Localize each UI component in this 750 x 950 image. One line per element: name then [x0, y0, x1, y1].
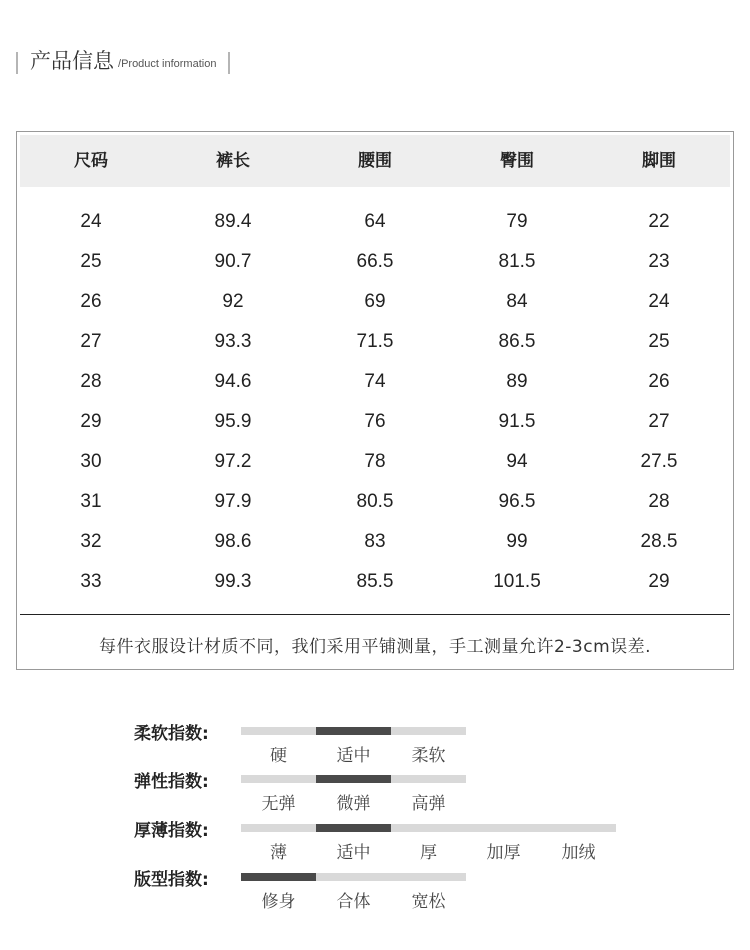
table-row	[20, 522, 730, 562]
cell-waist: 74	[364, 371, 386, 392]
cell-length: 90.7	[214, 251, 252, 272]
index-segment	[541, 824, 616, 832]
cell-size: 29	[80, 411, 102, 432]
table-divider	[20, 614, 730, 615]
size-table-header	[20, 135, 730, 187]
cell-waist: 69	[364, 291, 386, 312]
index-label: 版型指数:	[134, 870, 209, 890]
index-option: 合体	[336, 892, 371, 912]
table-row	[20, 402, 730, 442]
cell-size: 24	[80, 211, 102, 232]
cell-waist: 66.5	[356, 251, 394, 272]
section-header	[16, 48, 230, 74]
subtitle-text: Product information	[121, 58, 217, 70]
table-row	[20, 242, 730, 282]
cell-size: 25	[80, 251, 102, 272]
index-segment-selected	[316, 727, 391, 735]
column-header-hip: 臀围	[500, 151, 534, 171]
index-option: 高弹	[411, 794, 446, 814]
size-table	[16, 131, 734, 670]
index-option: 加绒	[561, 843, 596, 863]
index-option: 厚	[420, 843, 437, 863]
table-row	[20, 282, 730, 322]
column-header-length: 裤长	[216, 151, 250, 171]
cell-hem: 28.5	[640, 531, 678, 552]
header-right-divider	[228, 52, 230, 74]
cell-hem: 26	[648, 371, 670, 392]
table-row	[20, 202, 730, 242]
cell-hem: 25	[648, 331, 670, 352]
cell-size: 27	[80, 331, 102, 352]
index-segment	[316, 873, 391, 881]
index-segment	[391, 873, 466, 881]
cell-waist: 80.5	[356, 491, 394, 512]
cell-hip: 96.5	[498, 491, 536, 512]
cell-size: 32	[80, 531, 102, 552]
cell-hip: 101.5	[493, 571, 541, 592]
index-label: 厚薄指数:	[134, 821, 209, 841]
cell-length: 93.3	[214, 331, 252, 352]
index-segment	[466, 824, 541, 832]
cell-hem: 27.5	[640, 451, 678, 472]
index-segment	[241, 727, 316, 735]
cell-size: 33	[80, 571, 102, 592]
index-option: 加厚	[486, 843, 521, 863]
header-left-divider	[16, 52, 18, 74]
table-row	[20, 442, 730, 482]
cell-hem: 24	[648, 291, 670, 312]
index-option: 硬	[270, 746, 287, 766]
index-segment-selected	[316, 775, 391, 783]
index-segment-selected	[316, 824, 391, 832]
cell-hip: 91.5	[498, 411, 536, 432]
index-option: 宽松	[411, 892, 446, 912]
cell-hip: 99	[506, 531, 528, 552]
index-scale	[0, 867, 750, 912]
cell-waist: 78	[364, 451, 386, 472]
section-title: 产品信息	[30, 49, 114, 73]
cell-waist: 83	[364, 531, 386, 552]
column-header-hem: 脚围	[642, 151, 676, 171]
cell-hip: 86.5	[498, 331, 536, 352]
section-subtitle	[118, 54, 216, 74]
cell-hem: 29	[648, 571, 670, 592]
cell-waist: 85.5	[356, 571, 394, 592]
cell-length: 97.9	[214, 491, 252, 512]
index-segment	[391, 824, 466, 832]
index-segment	[391, 727, 466, 735]
measurement-note: 每件衣服设计材质不同，我们采用平铺测量，手工测量允许2-3cm误差.	[98, 637, 652, 657]
index-option: 无弹	[261, 794, 296, 814]
cell-hem: 23	[648, 251, 670, 272]
cell-length: 94.6	[214, 371, 252, 392]
cell-hip: 79	[506, 211, 528, 232]
cell-hem: 28	[648, 491, 670, 512]
size-table-body	[20, 202, 730, 602]
cell-length: 92	[222, 291, 244, 312]
cell-waist: 71.5	[356, 331, 394, 352]
index-option: 适中	[336, 843, 371, 863]
subtitle-slash: /	[118, 58, 122, 70]
cell-length: 98.6	[214, 531, 252, 552]
table-row	[20, 482, 730, 522]
index-option: 微弹	[336, 794, 371, 814]
table-row	[20, 322, 730, 362]
column-header-waist: 腰围	[358, 151, 392, 171]
index-scale	[0, 721, 750, 766]
index-option: 柔软	[411, 746, 446, 766]
cell-waist: 76	[364, 411, 386, 432]
index-segment-selected	[241, 873, 316, 881]
cell-length: 95.9	[214, 411, 252, 432]
index-option: 适中	[336, 746, 371, 766]
index-option: 薄	[270, 843, 287, 863]
index-label: 柔软指数:	[134, 724, 209, 744]
table-row	[20, 562, 730, 602]
index-scale	[0, 818, 750, 863]
cell-hem: 27	[648, 411, 670, 432]
cell-length: 89.4	[214, 211, 252, 232]
column-header-size: 尺码	[74, 151, 108, 171]
index-segment	[391, 775, 466, 783]
cell-length: 97.2	[214, 451, 252, 472]
cell-waist: 64	[364, 211, 386, 232]
table-row	[20, 362, 730, 402]
index-option: 修身	[261, 892, 296, 912]
index-scale	[0, 769, 750, 814]
index-segment	[241, 775, 316, 783]
cell-hip: 81.5	[498, 251, 536, 272]
cell-hip: 89	[506, 371, 528, 392]
cell-hip: 94	[506, 451, 528, 472]
cell-hip: 84	[506, 291, 528, 312]
cell-length: 99.3	[214, 571, 252, 592]
cell-size: 31	[80, 491, 102, 512]
cell-size: 30	[80, 451, 102, 472]
index-label: 弹性指数:	[134, 772, 209, 792]
index-segment	[241, 824, 316, 832]
cell-size: 26	[80, 291, 102, 312]
cell-size: 28	[80, 371, 102, 392]
cell-hem: 22	[648, 211, 670, 232]
